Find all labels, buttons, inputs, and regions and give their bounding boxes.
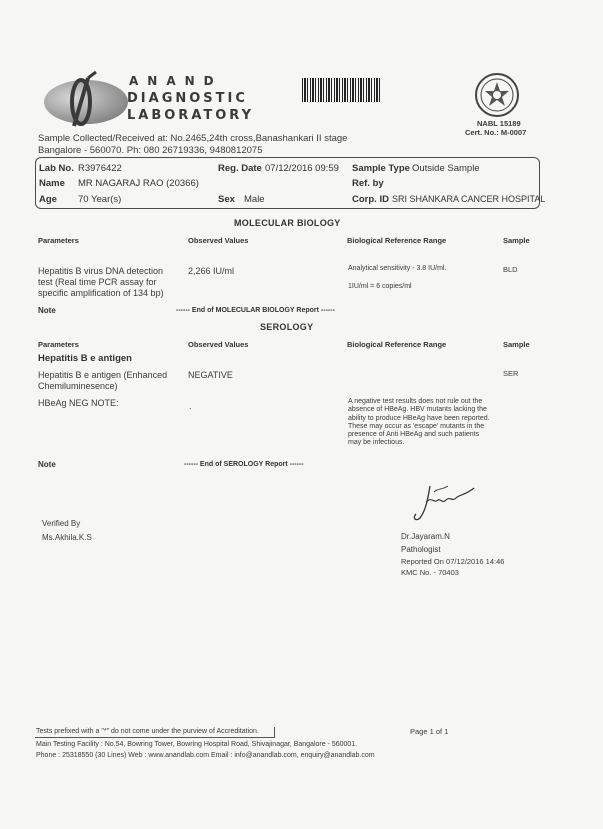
lab-no-label: Lab No. bbox=[39, 163, 74, 174]
hbeag-group-title: Hepatitis B e antigen bbox=[38, 353, 132, 364]
kmc-number: KMC No. - 70403 bbox=[401, 568, 459, 577]
hbeag-sample: SER bbox=[503, 369, 519, 378]
disclaimer-line: presence of Anti HBeAg and such patients bbox=[348, 431, 480, 439]
lab-logo-mark-icon bbox=[58, 70, 104, 132]
brand-name-line2: DIAGNOSTIC bbox=[127, 91, 248, 106]
hbv-dna-param-line2: test (Real time PCR assay for bbox=[38, 277, 157, 287]
collection-address: Sample Collected/Received at: No.2465,24th cross,Banashankari II stage bbox=[38, 133, 348, 144]
nabl-number: NABL 15189 bbox=[477, 119, 521, 128]
reg-date-value: 07/12/2016 09:59 bbox=[265, 163, 339, 174]
page-number: Page 1 of 1 bbox=[410, 727, 449, 736]
brand-name-line1: ANAND bbox=[129, 74, 223, 88]
col-parameters: Parameters bbox=[38, 236, 79, 245]
col-sample: Sample bbox=[503, 236, 530, 245]
contact-details: Phone : 25318550 (30 Lines) Web : www.anandlab.com Email : info@anandlab.com, enquiry@anandlab.com bbox=[36, 752, 375, 759]
col-sample-2: Sample bbox=[503, 340, 530, 349]
nabl-seal-icon bbox=[474, 72, 520, 118]
pathologist-name: Dr.Jayaram.N bbox=[401, 532, 450, 541]
hbeag-param-line1: Hepatitis B e antigen (Enhanced bbox=[38, 370, 168, 380]
molecular-note-label: Note bbox=[38, 306, 56, 315]
verified-by-name: Ms.Akhila.K.S bbox=[42, 533, 92, 542]
sex-value: Male bbox=[244, 194, 265, 205]
brand-name-line3: LABORATORY bbox=[127, 108, 254, 123]
hbv-dna-ref-line2: 1IU/ml = 6 copies/ml bbox=[348, 283, 412, 290]
col-observed-2: Observed Values bbox=[188, 340, 249, 349]
serology-note-label: Note bbox=[38, 460, 56, 469]
corp-id-label: Corp. ID bbox=[352, 194, 389, 205]
accreditation-note: Tests prefixed with a "*" do not come under the purview of Accreditation. bbox=[36, 728, 259, 735]
age-value: 70 Year(s) bbox=[78, 194, 122, 205]
sex-label: Sex bbox=[218, 194, 235, 205]
molecular-end-report: ------ End of MOLECULAR BIOLOGY Report ------ bbox=[176, 307, 335, 314]
col-parameters-2: Parameters bbox=[38, 340, 79, 349]
disclaimer-line: These may occur as 'escape' mutants in the bbox=[348, 422, 485, 430]
reg-date-label: Reg. Date bbox=[218, 163, 262, 174]
ref-by-label: Ref. by bbox=[352, 178, 384, 189]
disclaimer-line: may be infectious. bbox=[348, 439, 405, 447]
serology-section-title: SEROLOGY bbox=[260, 322, 314, 332]
pathologist-title: Pathologist bbox=[401, 545, 441, 554]
pathologist-signature bbox=[408, 478, 478, 524]
hbv-dna-sample: BLD bbox=[503, 265, 518, 274]
main-facility-address: Main Testing Facility : No.54, Bowring Tower, Bowring Hospital Road, Shivajinagar, Bangalore - 560001. bbox=[36, 741, 358, 748]
name-label: Name bbox=[39, 178, 65, 189]
serology-end-report: ------ End of SEROLOGY Report ------ bbox=[184, 461, 304, 468]
col-reference-2: Biological Reference Range bbox=[347, 340, 447, 349]
col-reference: Biological Reference Range bbox=[347, 236, 447, 245]
hbeag-note-label: HBeAg NEG NOTE: bbox=[38, 398, 119, 408]
nabl-cert: Cert. No.: M-0007 bbox=[465, 128, 527, 137]
collection-phone: Bangalore - 560070. Ph: 080 26719336, 9480812075 bbox=[38, 145, 263, 156]
hbv-dna-param-line3: specific amplification of 134 bp) bbox=[38, 288, 164, 298]
disclaimer-line: A negative test results does not rule out the bbox=[348, 398, 483, 405]
col-observed: Observed Values bbox=[188, 236, 249, 245]
disclaimer-line: ability to produce HBeAg have been reported. bbox=[348, 414, 490, 422]
verified-by-label: Verified By bbox=[42, 519, 81, 528]
sample-type-value: Outside Sample bbox=[412, 163, 480, 174]
hbeag-note-dot: . bbox=[189, 401, 192, 411]
name-value: MR NAGARAJ RAO (20366) bbox=[78, 178, 199, 189]
hbv-dna-value: 2,266 IU/ml bbox=[188, 266, 235, 276]
hbv-dna-ref-line1: Analytical sensitivity - 3.8 IU/ml. bbox=[348, 265, 447, 272]
molecular-section-title: MOLECULAR BIOLOGY bbox=[234, 218, 341, 228]
hbeag-disclaimer bbox=[348, 398, 490, 448]
hbeag-param-line2: Chemiluminesence) bbox=[38, 381, 118, 391]
hbeag-value: NEGATIVE bbox=[188, 370, 233, 380]
sample-type-label: Sample Type bbox=[352, 163, 410, 174]
barcode bbox=[302, 78, 380, 102]
age-label: Age bbox=[39, 194, 57, 205]
lab-no-value: R3976422 bbox=[78, 163, 122, 174]
hbv-dna-param-line1: Hepatitis B virus DNA detection bbox=[38, 266, 164, 276]
reported-on: Reported On 07/12/2016 14:46 bbox=[401, 557, 505, 566]
corp-id-value: SRI SHANKARA CANCER HOSPITAL bbox=[392, 194, 546, 204]
disclaimer-line: absence of HBeAg. HBV mutants lacking the bbox=[348, 406, 487, 414]
